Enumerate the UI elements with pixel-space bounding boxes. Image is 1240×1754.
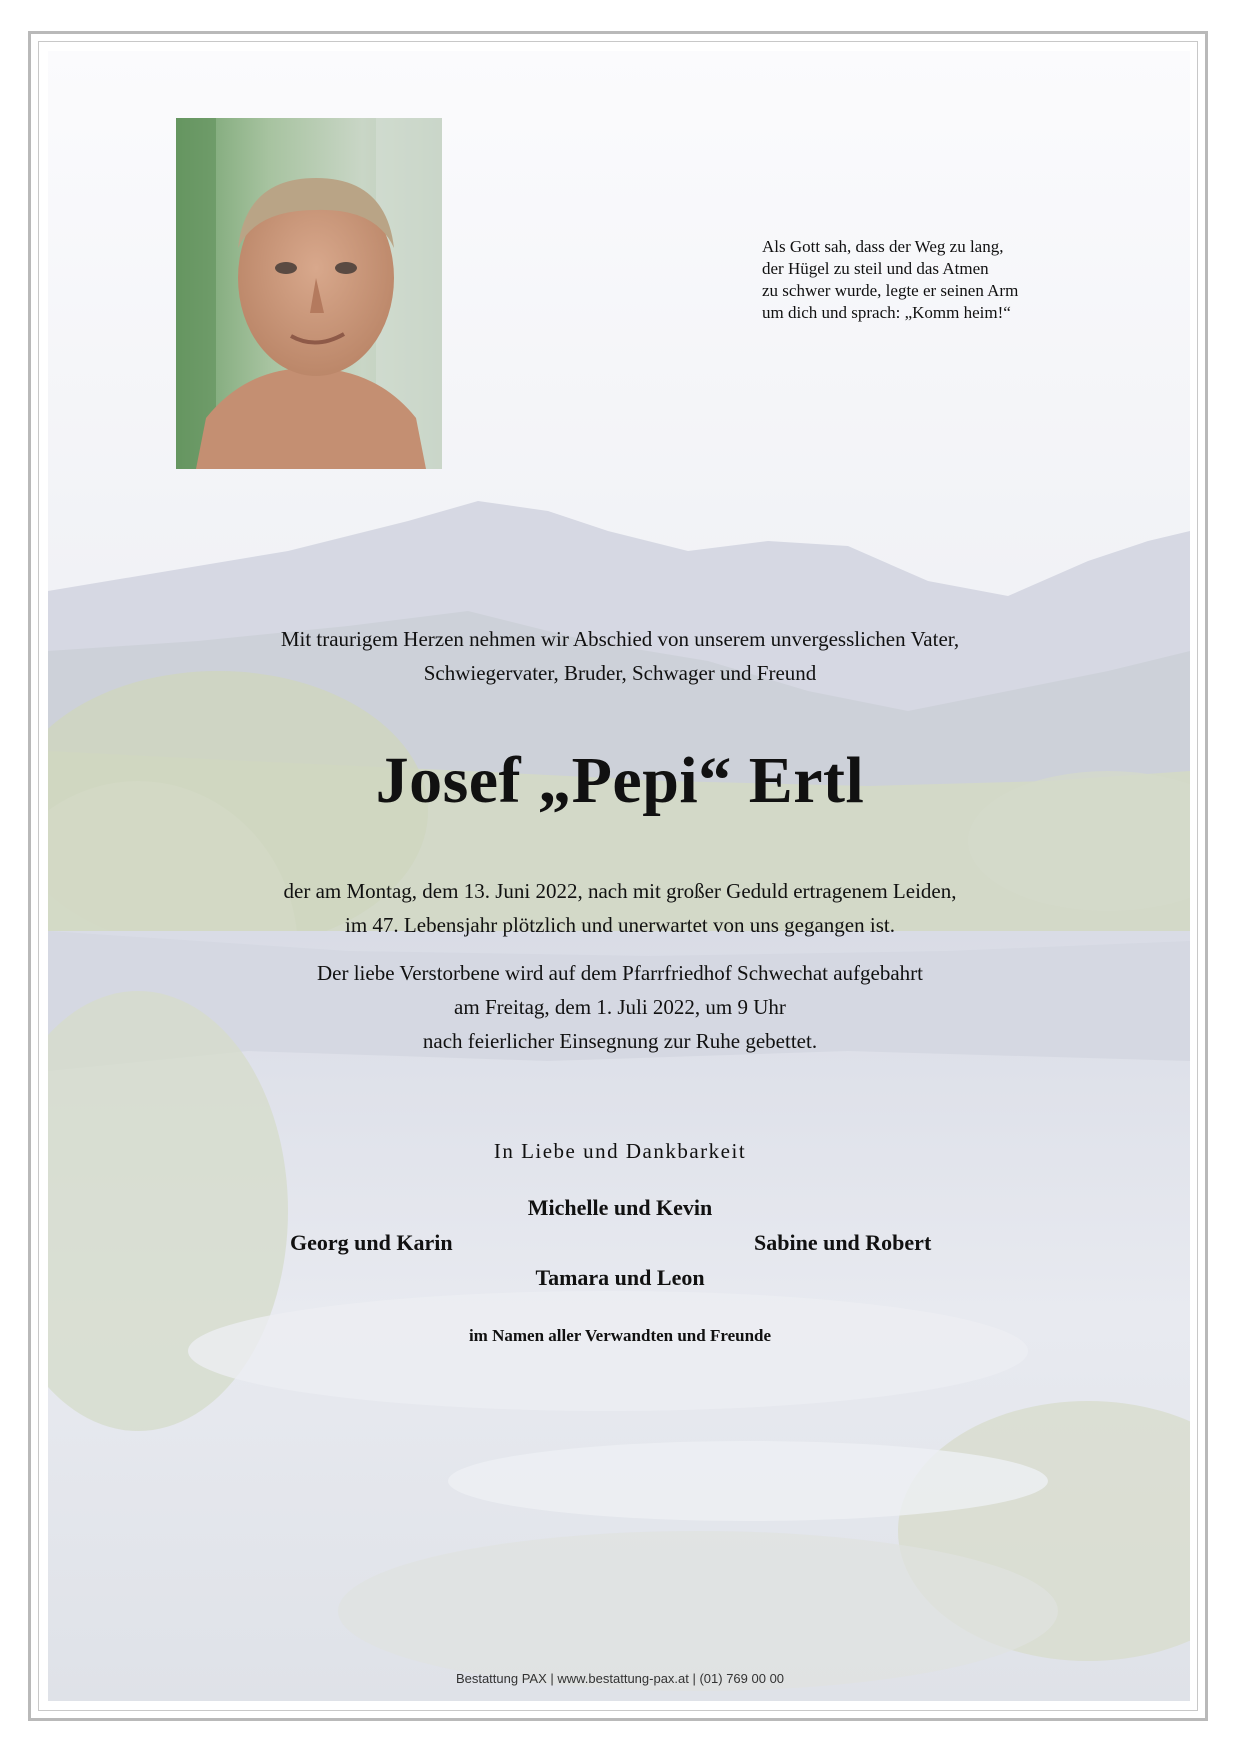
mourner-bottom: Tamara und Leon [535,1265,705,1290]
poem-line: um dich und sprach: „Komm heim!“ [762,303,1011,322]
funeral-line: Der liebe Verstorbene wird auf dem Pfarrfriedhof Schwechat aufgebahrt [316,961,924,985]
mourner-top: Michelle und Kevin [527,1195,713,1220]
funeral-line: am Freitag, dem 1. Juli 2022, um 9 Uhr [454,995,786,1019]
footer-contact: Bestattung PAX | www.bestattung-pax.at | (01) 769 00 00 [455,1671,785,1686]
poem-line: der Hügel zu steil und das Atmen [762,259,989,278]
deceased-name: Josef „Pepi“ Ertl [375,744,865,817]
funeral-line: nach feierlicher Einsegnung zur Ruhe gebettet. [422,1029,818,1053]
intro-text [0,622,1240,690]
mourners-heading: In Liebe und Dankbarkeit [493,1139,747,1163]
closing-line: im Namen aller Verwandten und Freunde [468,1326,772,1345]
poem-line: Als Gott sah, dass der Weg zu lang, [762,237,1004,256]
intro-line: Schwiegervater, Bruder, Schwager und Freund [423,661,817,685]
mourner-left: Georg und Karin [290,1230,453,1255]
funeral-info [0,956,1240,1058]
intro-line: Mit traurigem Herzen nehmen wir Abschied von unserem unvergesslichen Vater, [280,627,960,651]
portrait-photo [176,118,442,469]
poem [762,236,1082,324]
mourner-right: Sabine und Robert [754,1230,932,1255]
death-line: der am Montag, dem 13. Juni 2022, nach mit großer Geduld ertragenem Leiden, [283,879,957,903]
poem-line: zu schwer wurde, legte er seinen Arm [762,281,1019,300]
death-line: im 47. Lebensjahr plötzlich und unerwartet von uns gegangen ist. [345,913,895,937]
death-notice [0,874,1240,942]
